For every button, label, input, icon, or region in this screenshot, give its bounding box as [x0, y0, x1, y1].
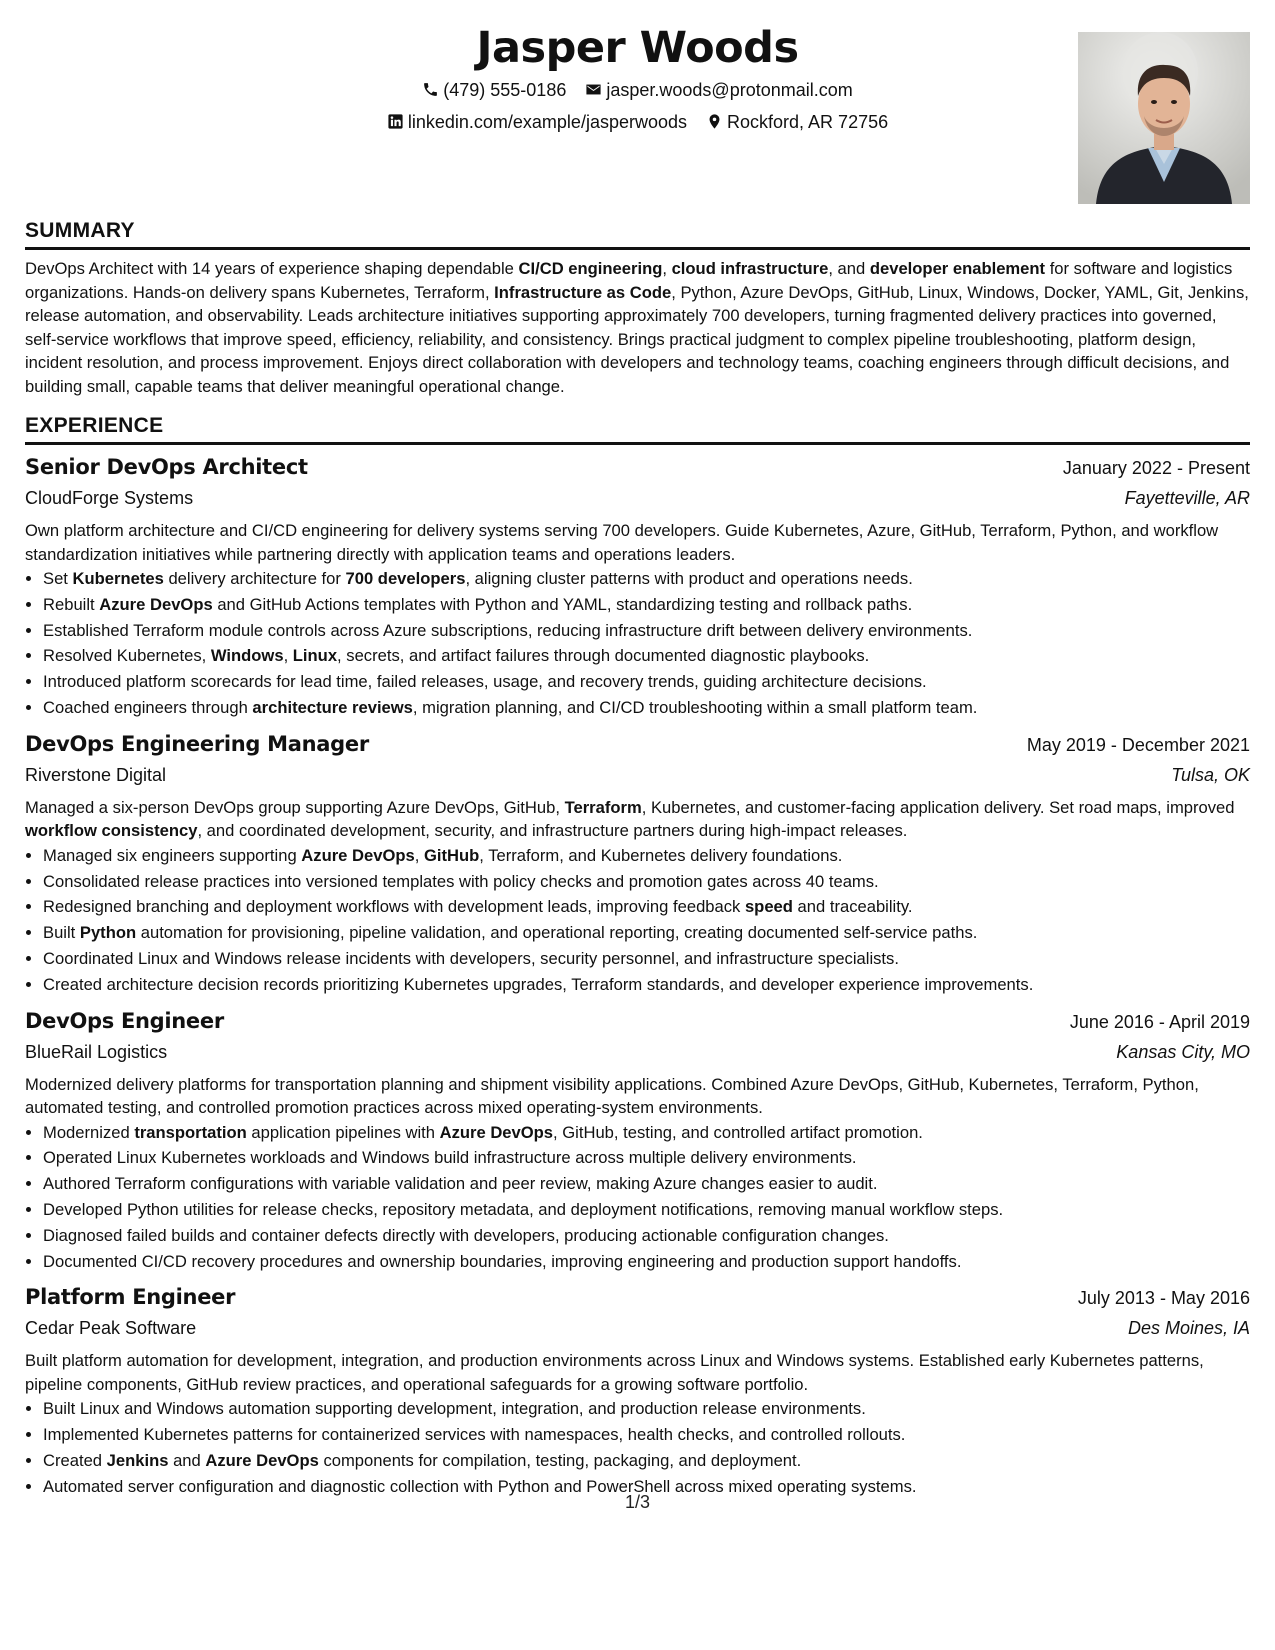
summary-text: DevOps Architect with 14 years of experience shaping dependable CI/CD engineering, cloud infrastructure, and developer enablement for software and logistics organizations. Hands-on delivery spans Kubernetes, Terraform, Infrastructure as Code, Python, Azure DevOps, GitHub, Linux, Windows, Docker, YAML, Git, Jenkins, release automation, and observability. Leads architecture initiatives supporting approximately 700 developers, turning fragmented delivery practices into governed, self-service workflows that improve speed, efficiency, reliability, and consistency. Brings practical judgment to complex pipeline troubleshooting, platform design, incident resolution, and process improvement. Enjoys direct collaboration with developers and technology teams, coaching engineers through difficult decisions, and building small, capable teams that deliver meaningful operational change. [25, 259, 1249, 396]
bullet-item: • Authored Terraform configurations with variable validation and peer review, making Azure changes easier to audit. [43, 1171, 1250, 1197]
contact-email[interactable] [585, 78, 852, 102]
job-bullets [25, 843, 1250, 998]
bold-phrase: architecture reviews [252, 697, 413, 717]
contact-line-2 [25, 110, 1250, 134]
bullet-item: • Created Jenkins and Azure DevOps components for compilation, testing, packaging, and deployment. [43, 1448, 1250, 1474]
job-location: Des Moines, IA [1127, 1318, 1250, 1339]
bold-phrase: Azure DevOps [301, 845, 415, 865]
bullet-item: • Created architecture decision records prioritizing Kubernetes upgrades, Terraform standards, and developer experience improvements. [43, 972, 1250, 998]
bullet-item: • Rebuilt Azure DevOps and GitHub Actions templates with Python and YAML, standardizing testing and rollback paths. [43, 592, 1250, 618]
company-name: BlueRail Logistics [25, 1041, 168, 1062]
bold-phrase: Linux [292, 646, 338, 666]
phone-text: (479) 555-0186 [443, 80, 567, 100]
bullet-item: • Modernized transportation application pipelines with Azure DevOps, GitHub, testing, and controlled artifact promotion. [43, 1120, 1250, 1146]
bullet-item: • Implemented Kubernetes patterns for containerized services with namespaces, health checks, and controlled rollouts. [43, 1422, 1250, 1448]
job-entry [25, 452, 1250, 721]
envelope-icon [585, 81, 602, 98]
job-entry [25, 1282, 1250, 1499]
company-name: CloudForge Systems [25, 488, 194, 508]
job-description: Own platform architecture and CI/CD engineering for delivery systems serving 700 developers. Guide Kubernetes, Azure, GitHub, Terraform, Python, and workflow standardization initiatives while partnering directly with application teams and operations leaders. [25, 521, 1219, 564]
bullet-item: • Developed Python utilities for release checks, repository metadata, and deployment notifications, removing manual workflow steps. [43, 1197, 1250, 1223]
job-title: Senior DevOps Architect [25, 455, 308, 479]
bold-phrase: speed [744, 897, 793, 917]
experience-heading: EXPERIENCE [25, 413, 1250, 445]
bold-phrase: Azure DevOps [439, 1122, 554, 1142]
bullet-item: • Built Python automation for provisioning, pipeline validation, and operational reporting, creating documented self-service paths. [43, 920, 1250, 946]
bullet-item: • Operated Linux Kubernetes workloads and Windows build infrastructure across multiple delivery environments. [43, 1145, 1250, 1171]
contact-linkedin[interactable] [387, 110, 687, 134]
bullet-item: • Coached engineers through architecture reviews, migration planning, and CI/CD troubleshooting within a small platform team. [43, 695, 1250, 721]
job-location: Tulsa, OK [1171, 764, 1250, 785]
bold-phrase: Terraform [564, 797, 642, 817]
job-title: DevOps Engineering Manager [25, 731, 369, 756]
job-bullets [25, 566, 1250, 721]
bold-phrase: Jenkins [106, 1450, 169, 1470]
job-entry [25, 1006, 1250, 1275]
bullet-item: • Established Terraform module controls across Azure subscriptions, reducing infrastructure drift between delivery environments. [43, 618, 1250, 644]
job-title: DevOps Engineer [25, 1008, 224, 1033]
bullet-item: • Consolidated release practices into versioned templates with policy checks and promotion gates across 40 teams. [43, 869, 1250, 895]
bold-phrase: CI/CD engineering [518, 259, 663, 278]
profile-photo [1078, 32, 1250, 204]
bold-phrase: Windows [210, 646, 284, 666]
bold-phrase: cloud infrastructure [671, 259, 829, 278]
job-bullets [25, 1396, 1250, 1499]
map-pin-icon [706, 113, 723, 130]
summary-heading: SUMMARY [25, 218, 1250, 250]
bullet-item: • Resolved Kubernetes, Windows, Linux, secrets, and artifact failures through documented diagnostic playbooks. [43, 643, 1250, 669]
job-dates: May 2019 - December 2021 [1026, 734, 1250, 755]
job-dates: January 2022 - Present [1062, 458, 1250, 478]
bold-phrase: Azure DevOps [205, 1450, 319, 1470]
job-dates: July 2013 - May 2016 [1077, 1288, 1250, 1309]
bullet-item: • Coordinated Linux and Windows release incidents with developers, security personnel, and infrastructure specialists. [43, 946, 1250, 972]
bold-phrase: developer enablement [869, 259, 1046, 278]
profile-photo-illustration [1078, 32, 1250, 204]
summary-section [25, 218, 1250, 398]
company-name: Cedar Peak Software [25, 1318, 197, 1339]
job-dates: June 2016 - April 2019 [1069, 1011, 1250, 1032]
bullet-item: • Introduced platform scorecards for lead time, failed releases, usage, and recovery trends, guiding architecture decisions. [43, 669, 1250, 695]
job-location: Fayetteville, AR [1124, 488, 1250, 508]
linkedin-icon [387, 113, 404, 130]
bullet-item: • Managed six engineers supporting Azure DevOps, GitHub, Terraform, and Kubernetes delivery foundations. [43, 843, 1250, 869]
bold-phrase: GitHub [423, 845, 480, 865]
contact-line-1 [25, 78, 1250, 102]
contact-location [706, 110, 888, 134]
bold-phrase: Kubernetes [72, 569, 164, 588]
bullet-item: • Redesigned branching and deployment workflows with development leads, improving feedback speed and traceability. [43, 894, 1250, 920]
bold-phrase: Python [79, 923, 137, 943]
resume-header [25, 22, 1250, 218]
page-number: 1/3 [624, 1492, 651, 1512]
bold-phrase: 700 developers [345, 569, 466, 588]
bullet-item: • Automated server configuration and diagnostic collection with Python and PowerShell across mixed operating systems. [43, 1474, 1250, 1500]
email-text[interactable]: jasper.woods@protonmail.com [606, 80, 853, 100]
phone-icon [422, 81, 439, 98]
bullet-item: • Diagnosed failed builds and container defects directly with developers, producing actionable configuration changes. [43, 1223, 1250, 1249]
bold-phrase: Azure DevOps [99, 594, 213, 614]
linkedin-text[interactable]: linkedin.com/example/jasperwoods [407, 112, 687, 132]
bullet-item: • Documented CI/CD recovery procedures and ownership boundaries, improving engineering and production support handoffs. [43, 1249, 1250, 1275]
job-description: Managed a six-person DevOps group supporting Azure DevOps, GitHub, Terraform, Kubernetes, and customer-facing application delivery. Set road maps, improved workflow consistency, and coordinated development, security, and infrastructure partners during high-impact releases. [25, 797, 1235, 841]
job-location: Kansas City, MO [1116, 1041, 1250, 1062]
location-text: Rockford, AR 72756 [727, 112, 889, 132]
bullet-item: • Set Kubernetes delivery architecture for 700 developers, aligning cluster patterns with product and operations needs. [43, 566, 1250, 592]
job-title: Platform Engineer [25, 1285, 236, 1310]
job-bullets [25, 1120, 1250, 1275]
job-description: Modernized delivery platforms for transportation planning and shipment visibility applications. Combined Azure DevOps, GitHub, Kubernetes, Terraform, Python, automated testing, and controlled promotion practices across mixed operating-system environments. [25, 1074, 1199, 1118]
bullet-item: • Built Linux and Windows automation supporting development, integration, and production release environments. [43, 1396, 1250, 1422]
bold-phrase: transportation [134, 1122, 247, 1142]
bold-phrase: Infrastructure as Code [494, 282, 672, 302]
experience-section [25, 413, 1250, 1500]
resume-page [25, 22, 1250, 1500]
company-name: Riverstone Digital [25, 764, 167, 785]
contact-phone [422, 78, 566, 102]
job-entry [25, 729, 1250, 998]
job-description: Built platform automation for development, integration, and production environments across Linux and Windows systems. Established early Kubernetes patterns, pipeline components, GitHub review practices, and operational safeguards for a growing software portfolio. [25, 1351, 1204, 1394]
candidate-name: Jasper Woods [476, 23, 799, 73]
bold-phrase: workflow consistency [25, 821, 198, 841]
